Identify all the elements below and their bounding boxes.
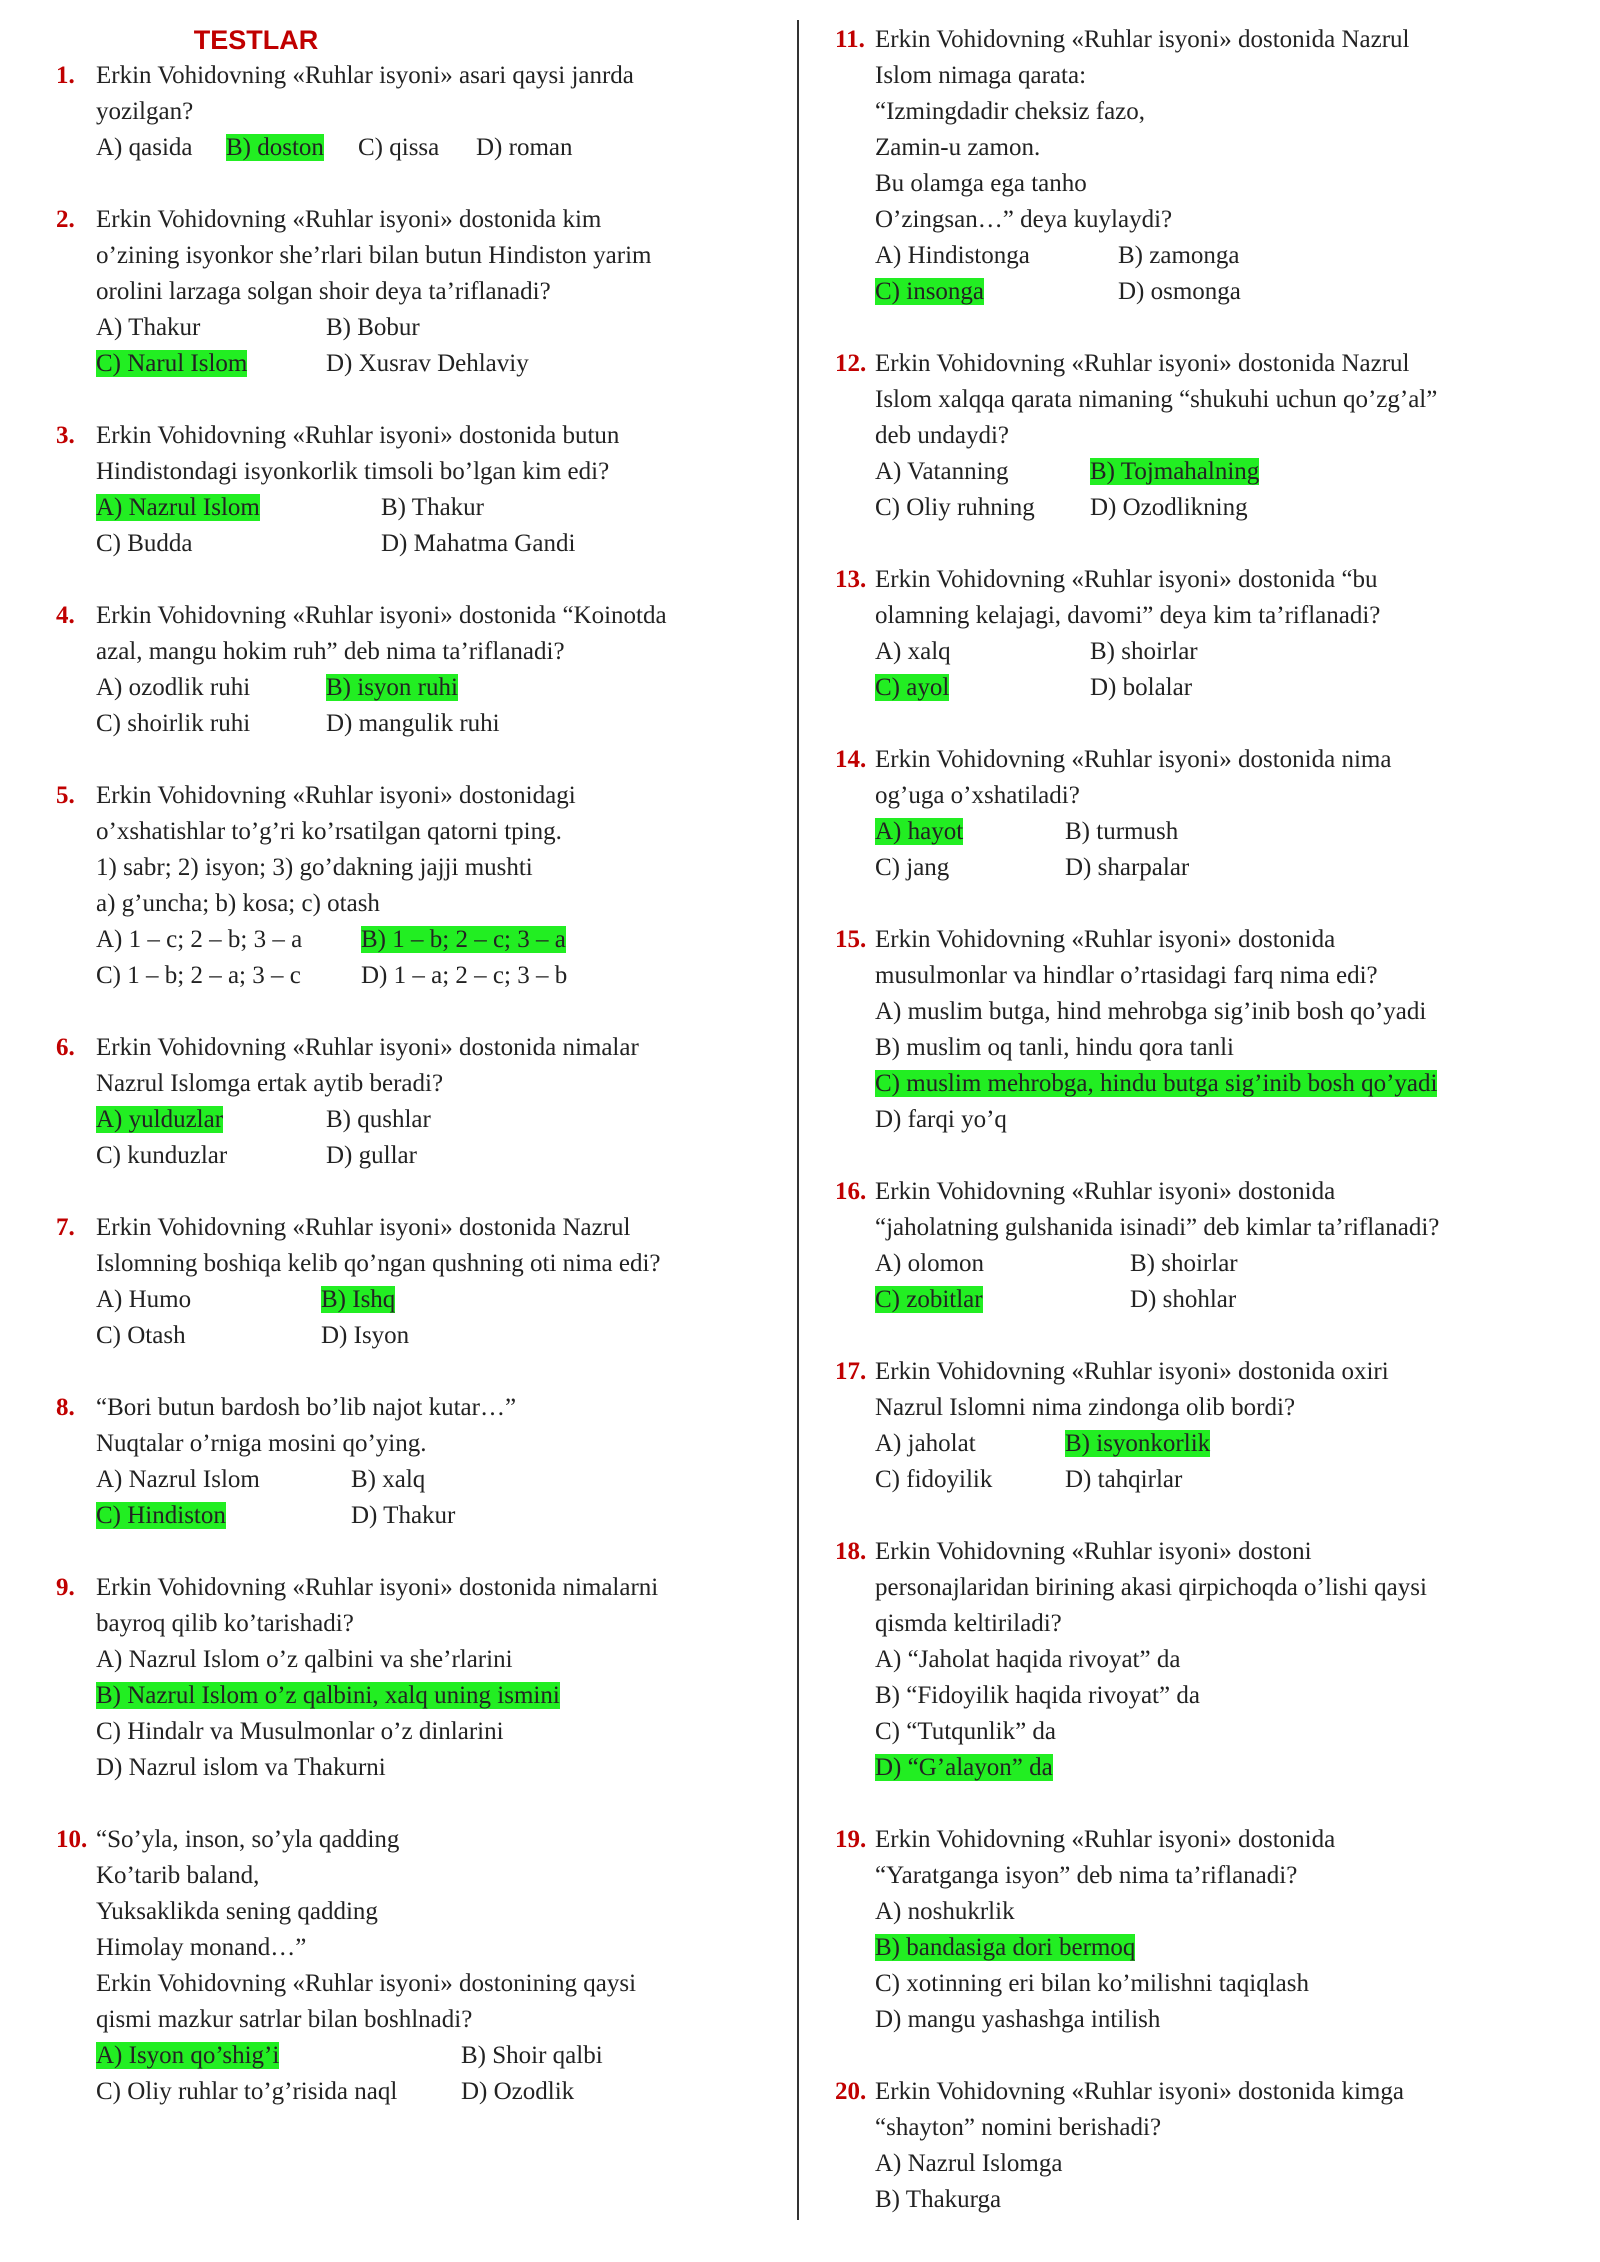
answer-option-correct[interactable]: C) ayol xyxy=(875,674,950,701)
question-text-line: Erkin Vohidovning «Ruhlar isyoni» dostonida kim xyxy=(96,206,602,233)
question-number: 7. xyxy=(56,1214,75,1241)
question-text-line: Nazrul Islomga ertak aytib beradi? xyxy=(96,1070,444,1097)
question-text-line: Ko’tarib baland, xyxy=(96,1862,260,1889)
answer-row xyxy=(875,1750,1575,1786)
question-10 xyxy=(56,1822,786,2110)
answer-option-correct[interactable]: B) doston xyxy=(226,134,324,161)
question-number: 19. xyxy=(835,1826,867,1853)
question-8 xyxy=(56,1390,786,1534)
question-7 xyxy=(56,1210,786,1354)
question-text-line: azal, mangu hokim ruh” deb nima ta’riflanadi? xyxy=(96,638,565,665)
answer-row xyxy=(875,850,1575,886)
answer-row xyxy=(875,1462,1575,1498)
answer-row xyxy=(96,1642,786,1678)
answer-row xyxy=(875,238,1575,274)
answer-option-correct[interactable]: A) Nazrul Islom xyxy=(96,494,260,521)
question-text-line: Erkin Vohidovning «Ruhlar isyoni» dostonida “bu xyxy=(875,566,1378,593)
answer-row xyxy=(96,490,786,526)
answer-option[interactable]: D) 1 – a; 2 – c; 3 – b xyxy=(361,962,568,989)
answer-option[interactable]: B) shoirlar xyxy=(1130,1250,1238,1277)
answer-option[interactable]: B) “Fidoyilik haqida rivoyat” da xyxy=(875,1682,1200,1709)
answer-option[interactable]: B) xalq xyxy=(351,1466,426,1493)
question-text-line: Erkin Vohidovning «Ruhlar isyoni» dostonida xyxy=(875,1178,1336,1205)
question-text-line: Erkin Vohidovning «Ruhlar isyoni» dostonida “Koinotda xyxy=(96,602,667,629)
answer-option-correct[interactable]: B) isyon ruhi xyxy=(326,674,458,701)
answer-option-correct[interactable]: C) zobitlar xyxy=(875,1286,983,1313)
answer-option[interactable]: B) qushlar xyxy=(326,1106,431,1133)
question-number: 15. xyxy=(835,926,867,953)
answer-row xyxy=(875,1030,1575,1066)
question-number: 10. xyxy=(56,1826,88,1853)
question-text-line: Yuksaklikda sening qadding xyxy=(96,1898,378,1925)
question-text-line: “jaholatning gulshanida isinadi” deb kimlar ta’riflanadi? xyxy=(875,1214,1440,1241)
answer-row xyxy=(96,1678,786,1714)
question-9 xyxy=(56,1570,786,1786)
question-text-line: deb undaydi? xyxy=(875,422,1009,449)
answer-row xyxy=(875,1066,1575,1102)
answer-option[interactable]: D) mangulik ruhi xyxy=(326,710,500,737)
question-5 xyxy=(56,778,786,994)
answer-option[interactable]: A) Nazrul Islom o’z qalbini va she’rlarini xyxy=(96,1646,513,1673)
question-text-line: Nuqtalar o’rniga mosini qo’ying. xyxy=(96,1430,427,1457)
question-number: 3. xyxy=(56,422,75,449)
answer-option[interactable]: C) qissa xyxy=(358,134,440,161)
answer-option[interactable]: A) qasida xyxy=(96,134,193,161)
question-text-line: Islom xalqqa qarata nimaning “shukuhi uchun qo’zg’al” xyxy=(875,386,1438,413)
answer-option[interactable]: B) muslim oq tanli, hindu qora tanli xyxy=(875,1034,1234,1061)
question-15 xyxy=(835,922,1575,1138)
answer-row xyxy=(875,994,1575,1030)
answer-row xyxy=(875,814,1575,850)
answer-row xyxy=(875,634,1575,670)
answer-option-correct[interactable]: C) Narul Islom xyxy=(96,350,248,377)
question-text-line: Erkin Vohidovning «Ruhlar isyoni» dostonida kimga xyxy=(875,2078,1404,2105)
question-13 xyxy=(835,562,1575,706)
answer-option[interactable]: C) 1 – b; 2 – a; 3 – c xyxy=(96,962,301,989)
answer-row xyxy=(875,1894,1575,1930)
answer-option[interactable]: A) Thakur xyxy=(96,314,201,341)
answer-option[interactable]: A) Hindistonga xyxy=(875,242,1030,269)
answer-option[interactable]: C) Oliy ruhlar to’g’risida naql xyxy=(96,2078,398,2105)
answer-option[interactable]: A) Humo xyxy=(96,1286,192,1313)
answer-row xyxy=(875,1426,1575,1462)
page-title: TESTLAR xyxy=(193,25,319,55)
question-text-line: personajlaridan birining akasi qirpichoqda o’lishi qaysi xyxy=(875,1574,1427,1601)
answer-option[interactable]: C) Oliy ruhning xyxy=(875,494,1035,521)
answer-row xyxy=(875,1102,1575,1138)
answer-row xyxy=(96,922,786,958)
question-number: 14. xyxy=(835,746,867,773)
answer-option-correct[interactable]: A) yulduzlar xyxy=(96,1106,224,1133)
answer-row xyxy=(96,958,786,994)
answer-option-correct[interactable]: A) Isyon qo’shig’i xyxy=(96,2042,280,2069)
question-1 xyxy=(56,58,786,166)
answer-option[interactable]: A) ozodlik ruhi xyxy=(96,674,251,701)
question-12 xyxy=(835,346,1575,526)
question-11 xyxy=(835,22,1575,310)
answer-option[interactable]: D) gullar xyxy=(326,1142,417,1169)
answer-row xyxy=(875,1714,1575,1750)
answer-option[interactable]: A) Vatanning xyxy=(875,458,1009,485)
answer-option-correct[interactable]: C) Hindiston xyxy=(96,1502,226,1529)
answer-row xyxy=(875,670,1575,706)
question-text-line: Erkin Vohidovning «Ruhlar isyoni» dostonida xyxy=(875,926,1336,953)
answer-option-correct[interactable]: D) “G’alayon” da xyxy=(875,1754,1053,1781)
answer-option[interactable]: B) Thakur xyxy=(381,494,484,521)
question-number: 18. xyxy=(835,1538,867,1565)
question-number: 5. xyxy=(56,782,75,809)
question-number: 9. xyxy=(56,1574,75,1601)
question-text-line: 1) sabr; 2) isyon; 3) go’dakning jajji mushti xyxy=(96,854,533,881)
question-text-line: Himolay monand…” xyxy=(96,1934,307,1961)
question-text-line: orolini larzaga solgan shoir deya ta’riflanadi? xyxy=(96,278,551,305)
answer-option[interactable]: B) Shoir qalbi xyxy=(461,2042,603,2069)
answer-option-correct[interactable]: A) hayot xyxy=(875,818,964,845)
answer-row xyxy=(96,346,786,382)
answer-row xyxy=(875,2002,1575,2038)
question-text-line: “Izmingdadir cheksiz fazo, xyxy=(875,98,1146,125)
question-text-line: qismda keltiriladi? xyxy=(875,1610,1062,1637)
question-text-line: Islom nimaga qarata: xyxy=(875,62,1087,89)
question-number: 1. xyxy=(56,62,75,89)
question-18 xyxy=(835,1534,1575,1786)
question-number: 8. xyxy=(56,1394,75,1421)
answer-option[interactable]: D) osmonga xyxy=(1118,278,1241,305)
answer-row xyxy=(875,1282,1575,1318)
answer-row xyxy=(96,1714,786,1750)
answer-row xyxy=(875,1966,1575,2002)
answer-option[interactable]: D) bolalar xyxy=(1090,674,1193,701)
question-text-line: “So’yla, inson, so’yla qadding xyxy=(96,1826,400,1853)
question-number: 2. xyxy=(56,206,75,233)
question-text-line: Islomning boshiqa kelib qo’ngan qushning oti nima edi? xyxy=(96,1250,661,1277)
question-text-line: Zamin-u zamon. xyxy=(875,134,1041,161)
answer-option-correct[interactable]: B) bandasiga dori bermoq xyxy=(875,1934,1136,1961)
answer-row xyxy=(875,454,1575,490)
question-text-line: Erkin Vohidovning «Ruhlar isyoni» dostonida oxiri xyxy=(875,1358,1389,1385)
question-text-line: yozilgan? xyxy=(96,98,194,125)
question-text-line: Erkin Vohidovning «Ruhlar isyoni» dostoni xyxy=(875,1538,1312,1565)
answer-row xyxy=(96,1138,786,1174)
answer-option[interactable]: A) “Jaholat haqida rivoyat” da xyxy=(875,1646,1181,1673)
question-text-line: O’zingsan…” deya kuylaydi? xyxy=(875,206,1173,233)
answer-option-correct[interactable]: B) 1 – b; 2 – c; 3 – a xyxy=(361,926,566,953)
question-text-line: Erkin Vohidovning «Ruhlar isyoni» dostonidagi xyxy=(96,782,576,809)
answer-row xyxy=(96,1282,786,1318)
question-text-line: qismi mazkur satrlar bilan boshlnadi? xyxy=(96,2006,473,2033)
question-text-line: bayroq qilib ko’tarishadi? xyxy=(96,1610,354,1637)
answer-row xyxy=(96,1498,786,1534)
answer-option[interactable]: C) jang xyxy=(875,854,950,881)
answer-option[interactable]: C) Otash xyxy=(96,1322,186,1349)
answer-row xyxy=(96,670,786,706)
question-number: 4. xyxy=(56,602,75,629)
answer-option[interactable]: B) zamonga xyxy=(1118,242,1240,269)
answer-row xyxy=(875,2182,1575,2218)
answer-option-correct[interactable]: B) Ishq xyxy=(321,1286,396,1313)
question-14 xyxy=(835,742,1575,886)
answer-option[interactable]: C) xotinning eri bilan ko’milishni taqiqlash xyxy=(875,1970,1309,1997)
answer-option[interactable]: D) mangu yashashga intilish xyxy=(875,2006,1161,2033)
question-6 xyxy=(56,1030,786,1174)
answer-option[interactable]: D) Thakur xyxy=(351,1502,456,1529)
answer-option-correct[interactable]: C) insonga xyxy=(875,278,985,305)
answer-option[interactable]: A) xalq xyxy=(875,638,951,665)
question-19 xyxy=(835,1822,1575,2038)
answer-option[interactable]: D) farqi yo’q xyxy=(875,1106,1007,1133)
question-text-line: Erkin Vohidovning «Ruhlar isyoni» dostonida nimalar xyxy=(96,1034,639,1061)
answer-option[interactable]: C) kunduzlar xyxy=(96,1142,228,1169)
question-number: 11. xyxy=(835,26,865,53)
question-text-line: og’uga o’xshatiladi? xyxy=(875,782,1080,809)
answer-option[interactable]: D) Ozodlikning xyxy=(1090,494,1248,521)
answer-row xyxy=(875,274,1575,310)
question-text-line: “shayton” nomini berishadi? xyxy=(875,2114,1162,2141)
question-16 xyxy=(835,1174,1575,1318)
answer-row xyxy=(96,1102,786,1138)
question-text-line: musulmonlar va hindlar o’rtasidagi farq nima edi? xyxy=(875,962,1378,989)
answer-option[interactable]: D) Isyon xyxy=(321,1322,410,1349)
question-text-line: Erkin Vohidovning «Ruhlar isyoni» asari qaysi janrda xyxy=(96,62,634,89)
question-text-line: Erkin Vohidovning «Ruhlar isyoni» dostonida xyxy=(875,1826,1336,1853)
answer-row xyxy=(96,1462,786,1498)
answer-option[interactable]: B) shoirlar xyxy=(1090,638,1198,665)
answer-option[interactable]: C) “Tutqunlik” da xyxy=(875,1718,1057,1745)
question-text-line: Erkin Vohidovning «Ruhlar isyoni» dostonida nimalarni xyxy=(96,1574,659,1601)
question-4 xyxy=(56,598,786,742)
question-text-line: Nazrul Islomni nima zindonga olib bordi? xyxy=(875,1394,1296,1421)
question-text-line: Erkin Vohidovning «Ruhlar isyoni» dostonida butun xyxy=(96,422,620,449)
answer-option[interactable]: D) roman xyxy=(476,134,573,161)
question-number: 17. xyxy=(835,1358,867,1385)
answer-option-correct[interactable]: B) isyonkorlik xyxy=(1065,1430,1211,1457)
right-column xyxy=(835,22,1575,2254)
answer-row xyxy=(875,1642,1575,1678)
answer-row xyxy=(96,130,786,166)
answer-row xyxy=(96,310,786,346)
question-number: 16. xyxy=(835,1178,867,1205)
question-number: 12. xyxy=(835,350,867,377)
question-text-line: Hindistondagi isyonkorlik timsoli bo’lgan kim edi? xyxy=(96,458,610,485)
answer-option[interactable]: A) muslim butga, hind mehrobga sig’inib bosh qo’yadi xyxy=(875,998,1427,1025)
question-text-line: “Yaratganga isyon” deb nima ta’riflanadi? xyxy=(875,1862,1298,1889)
question-number: 6. xyxy=(56,1034,75,1061)
answer-option[interactable]: B) turmush xyxy=(1065,818,1179,845)
answer-option[interactable]: A) olomon xyxy=(875,1250,985,1277)
answer-option[interactable]: B) Thakurga xyxy=(875,2186,1002,2213)
question-text-line: o’zining isyonkor she’rlari bilan butun Hindiston yarim xyxy=(96,242,652,269)
answer-row xyxy=(875,2146,1575,2182)
answer-row xyxy=(96,706,786,742)
answer-option[interactable]: D) Nazrul islom va Thakurni xyxy=(96,1754,386,1781)
answer-option[interactable]: C) Budda xyxy=(96,530,193,557)
answer-option-correct[interactable]: C) muslim mehrobga, hindu butga sig’inib bosh qo’yadi xyxy=(875,1070,1438,1097)
question-text-line: a) g’uncha; b) kosa; c) otash xyxy=(96,890,380,917)
answer-row xyxy=(875,490,1575,526)
question-text-line: olamning kelajagi, davomi” deya kim ta’riflanadi? xyxy=(875,602,1381,629)
answer-row xyxy=(96,1318,786,1354)
answer-option[interactable]: C) Hindalr va Musulmonlar o’z dinlarini xyxy=(96,1718,504,1745)
answer-option[interactable]: B) Bobur xyxy=(326,314,420,341)
answer-option[interactable]: A) Nazrul Islomga xyxy=(875,2150,1063,2177)
question-20 xyxy=(835,2074,1575,2218)
answer-row xyxy=(875,1930,1575,1966)
answer-row xyxy=(96,526,786,562)
answer-option[interactable]: A) jaholat xyxy=(875,1430,976,1457)
question-text-line: “Bori butun bardosh bo’lib najot kutar…” xyxy=(96,1394,517,1421)
question-text-line: Erkin Vohidovning «Ruhlar isyoni» dostonida nima xyxy=(875,746,1392,773)
answer-row xyxy=(96,2038,786,2074)
answer-row xyxy=(875,1246,1575,1282)
answer-option[interactable]: D) shohlar xyxy=(1130,1286,1237,1313)
answer-row xyxy=(96,2074,786,2110)
answer-option[interactable]: D) Xusrav Dehlaviy xyxy=(326,350,529,377)
answer-row xyxy=(875,1678,1575,1714)
answer-row xyxy=(96,1750,786,1786)
answer-option[interactable]: C) shoirlik ruhi xyxy=(96,710,251,737)
answer-option[interactable]: D) Mahatma Gandi xyxy=(381,530,576,557)
answer-option-correct[interactable]: B) Nazrul Islom o’z qalbini, xalq uning ismini xyxy=(96,1682,560,1709)
column-divider xyxy=(797,20,799,2220)
answer-option-correct[interactable]: B) Tojmahalning xyxy=(1090,458,1260,485)
question-17 xyxy=(835,1354,1575,1498)
question-text-line: Erkin Vohidovning «Ruhlar isyoni» dostonida Nazrul xyxy=(96,1214,631,1241)
answer-option[interactable]: D) tahqirlar xyxy=(1065,1466,1183,1493)
question-text-line: Erkin Vohidovning «Ruhlar isyoni» dostonining qaysi xyxy=(96,1970,637,1997)
answer-option[interactable]: D) Ozodlik xyxy=(461,2078,575,2105)
answer-option[interactable]: A) Nazrul Islom xyxy=(96,1466,260,1493)
question-3 xyxy=(56,418,786,562)
question-text-line: o’xshatishlar to’g’ri ko’rsatilgan qatorni tping. xyxy=(96,818,562,845)
left-column xyxy=(56,22,786,2146)
answer-option[interactable]: A) noshukrlik xyxy=(875,1898,1015,1925)
question-text-line: Bu olamga ega tanho xyxy=(875,170,1087,197)
question-text-line: Erkin Vohidovning «Ruhlar isyoni» dostonida Nazrul xyxy=(875,350,1410,377)
question-2 xyxy=(56,202,786,382)
answer-option[interactable]: D) sharpalar xyxy=(1065,854,1190,881)
question-text-line: Erkin Vohidovning «Ruhlar isyoni» dostonida Nazrul xyxy=(875,26,1410,53)
answer-option[interactable]: A) 1 – c; 2 – b; 3 – a xyxy=(96,926,303,953)
answer-option[interactable]: C) fidoyilik xyxy=(875,1466,993,1493)
question-number: 13. xyxy=(835,566,867,593)
question-number: 20. xyxy=(835,2078,867,2105)
